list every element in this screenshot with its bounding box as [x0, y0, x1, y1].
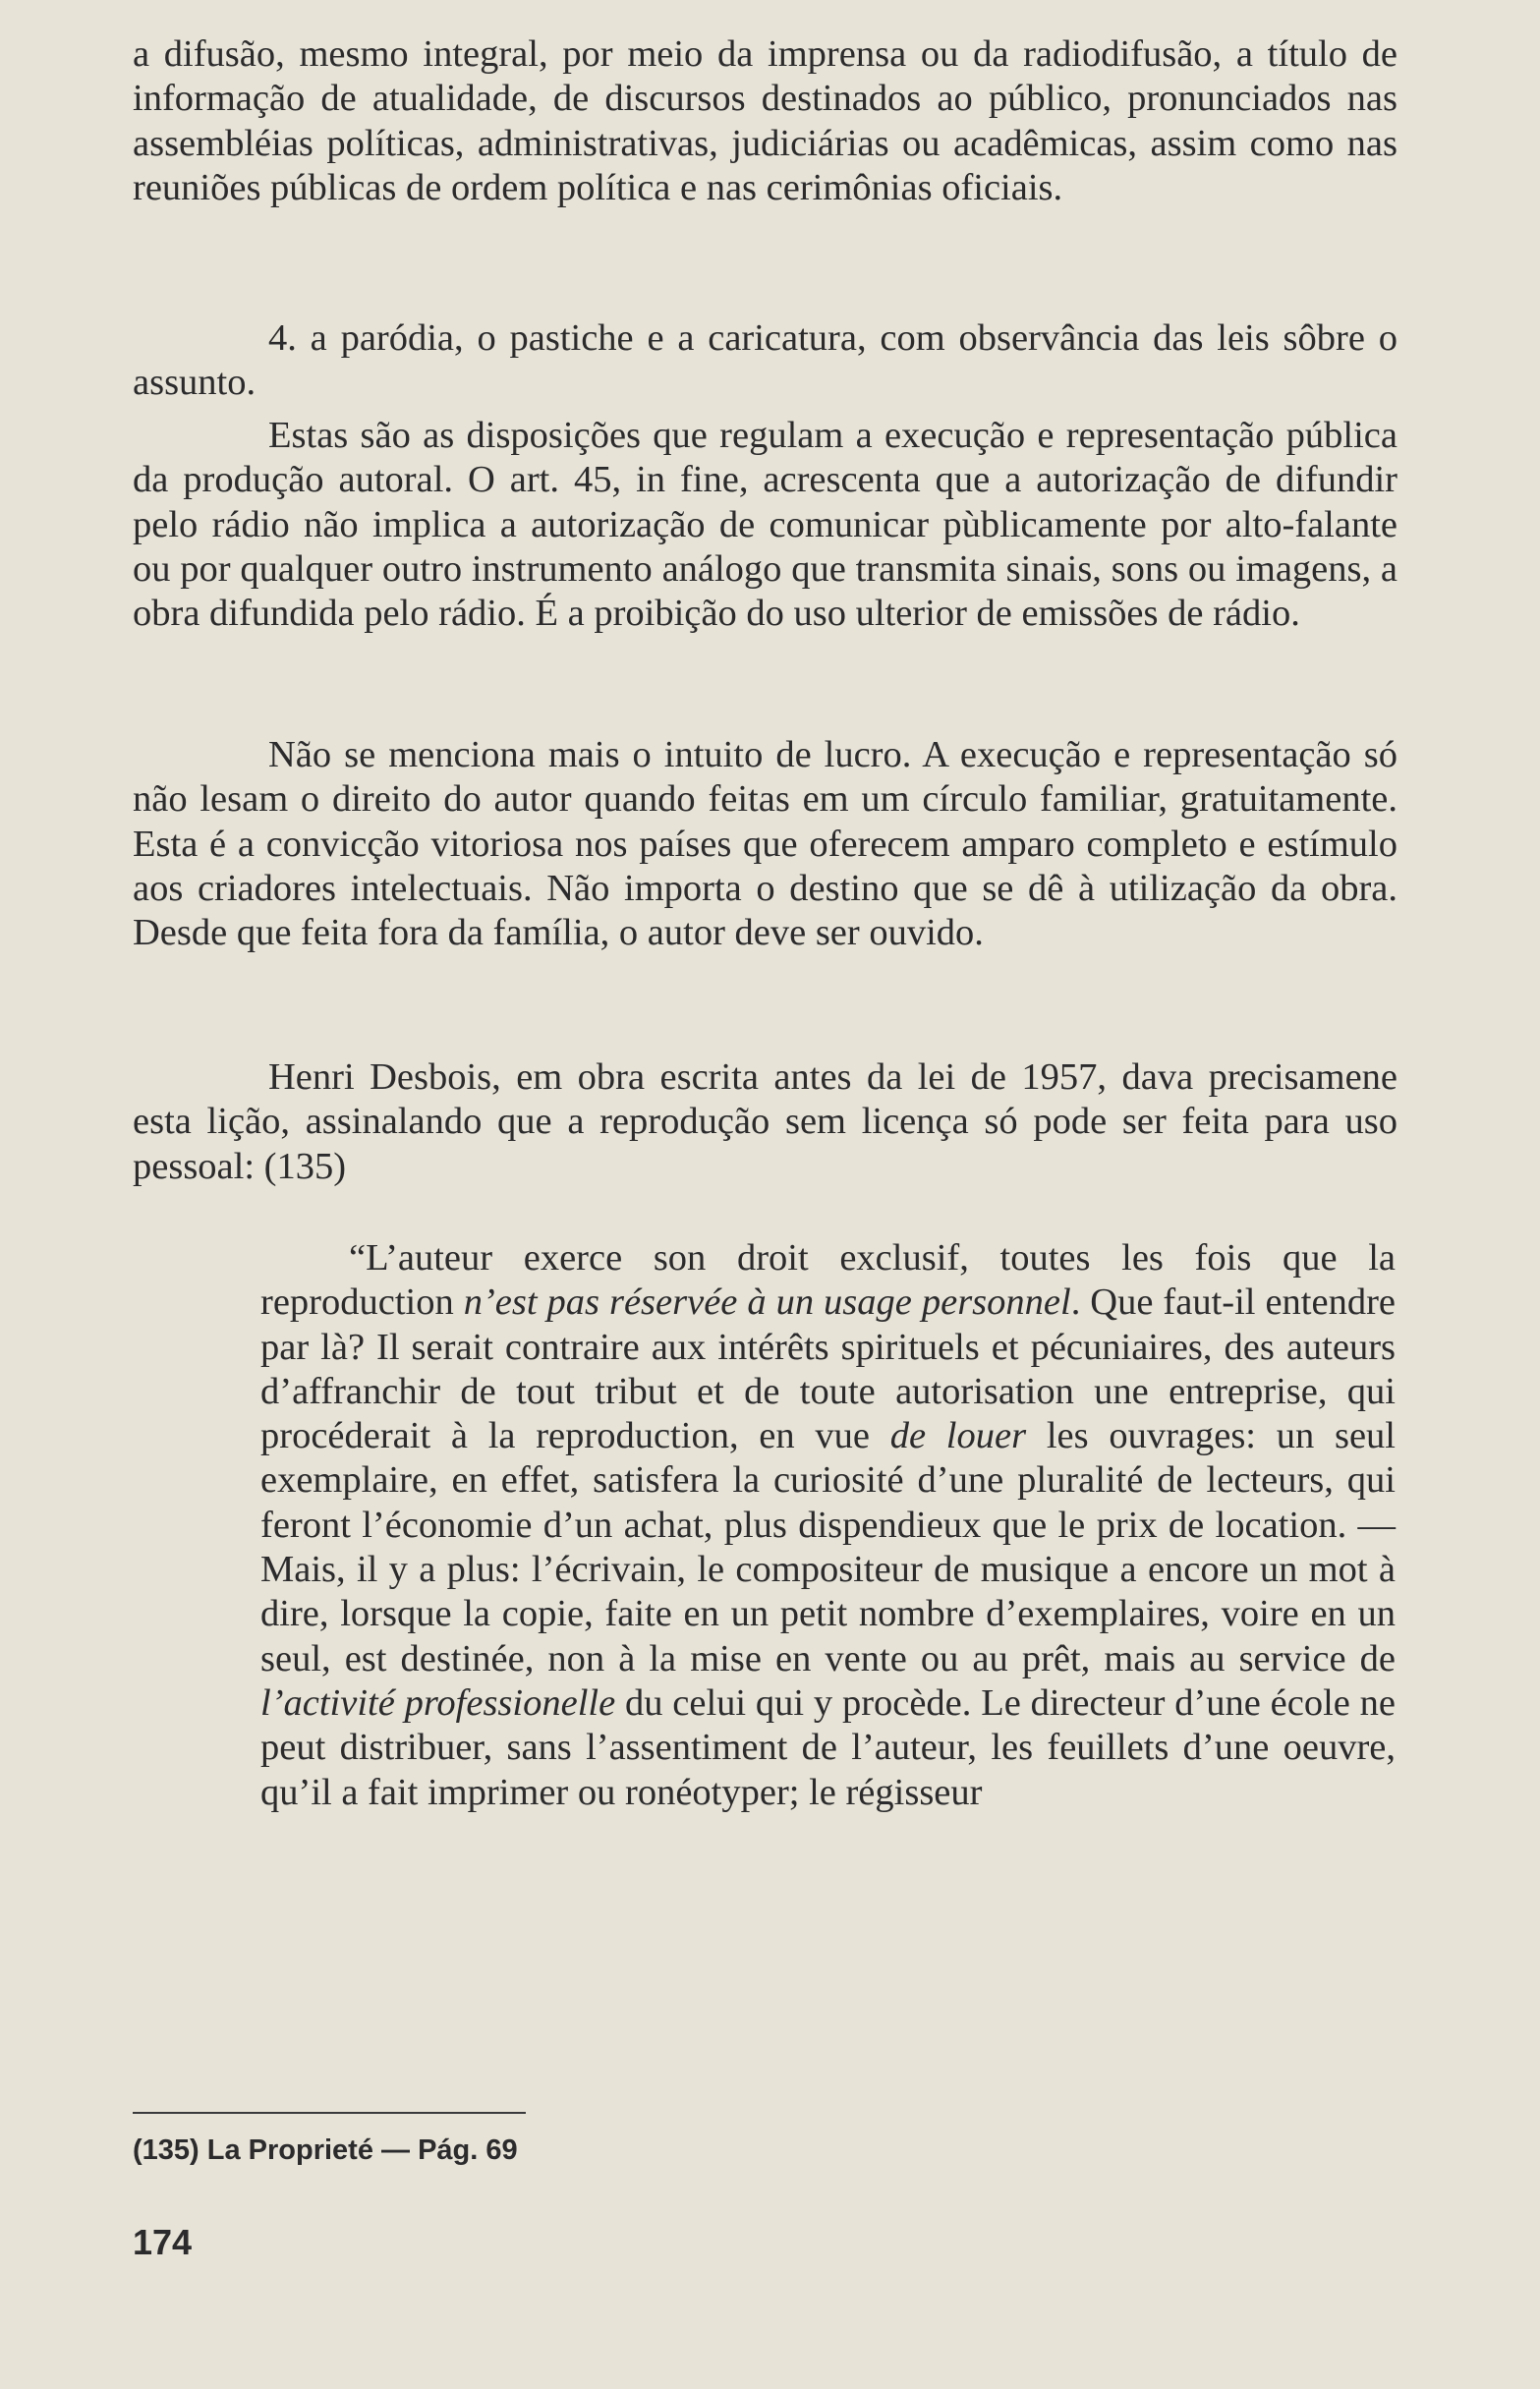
- paragraph-desbois: Henri Desbois, em obra escrita antes da lei de 1957, dava precisamene esta lição, assinalando que a reprodução sem licença só pode ser feita para uso pessoal: (135): [133, 1056, 1397, 1187]
- quote-italic-3: l’activité professionelle: [260, 1681, 616, 1724]
- paragraph-intuito-lucro: Não se menciona mais o intuito de lucro. A execução e representação só não lesam o direito do autor quando feitas em um círculo familiar, gratuitamente. Esta é a convicção vitoriosa nos países que oferecem amparo completo e estímulo aos criadores intelectuais. Não importa o destino que se dê à utilização da obra. Desde que feita fora da família, o autor deve ser ouvido.: [133, 734, 1397, 954]
- quote-text-2: . Que faut-il entendre par là? Il serait contraire aux intérêts spirituels et pécuniaires, des auteurs d’affranchir de tout tribut et de toute autorisation une entreprise, qui procéderait à la reproduction, en vue: [260, 1281, 1397, 1457]
- paragraph-continued: a difusão, mesmo integral, por meio da imprensa ou da radiodifusão, a título de informação de atualidade, de discursos destinados ao público, pronunciados nas assembléias políticas, administrativas, judiciárias ou acadêmicas, assim como nas reuniões públicas de ordem política e nas cerimônias oficiais.: [133, 33, 1397, 208]
- footnote: (135) La Proprieté — Pág. 69: [133, 2134, 518, 2166]
- page-number: 174: [133, 2222, 193, 2262]
- paragraph-item-4: 4. a paródia, o pastiche e a caricatura, com observância das leis sôbre o assunto.: [133, 317, 1397, 404]
- paragraph-disposicoes: Estas são as disposições que regulam a execução e representação pública da produção autoral. O art. 45, in fine, acrescenta que a autorização de difundir pelo rádio não implica a autorização de comunicar pùblicamente por alto-falante ou por qualquer outro instrumento análogo que transmita sinais, sons ou imagens, a obra difundida pelo rádio. É a proibição do uso ulterior de emissões de rádio.: [133, 415, 1397, 635]
- quote-italic-2: de louer: [889, 1415, 1027, 1457]
- footnote-divider: [133, 2112, 526, 2114]
- quote-text-4: du celui qui y procède. Le directeur d’une école ne peut distribuer, sans l’assentiment de l’auteur, les feuillets d’une oeuvre, qu’il a fait imprimer ou ronéotyper; le régisseur: [260, 1681, 1396, 1813]
- block-quote: [260, 1236, 1396, 1815]
- quote-italic-1: n’est pas réservée à un usage personnel: [463, 1281, 1071, 1324]
- quote-text-3: les ouvrages: un seul exemplaire, en effet, satisfera la curiosité d’une pluralité de lecteurs, qui feront l’économie d’un achat, plus dispendieux que le prix de location. — Mais, il y a plus: l’écrivain, le compositeur de musique a encore un mot à dire, lorsque la copie, faite en un petit nombre d’exemplaires, voire en un seul, est destinée, non à la mise en vente ou au prêt, mais au service de: [260, 1415, 1396, 1679]
- quote-text-1: “L’auteur exerce son droit exclusif, toutes les fois que la reproduction: [260, 1237, 1396, 1324]
